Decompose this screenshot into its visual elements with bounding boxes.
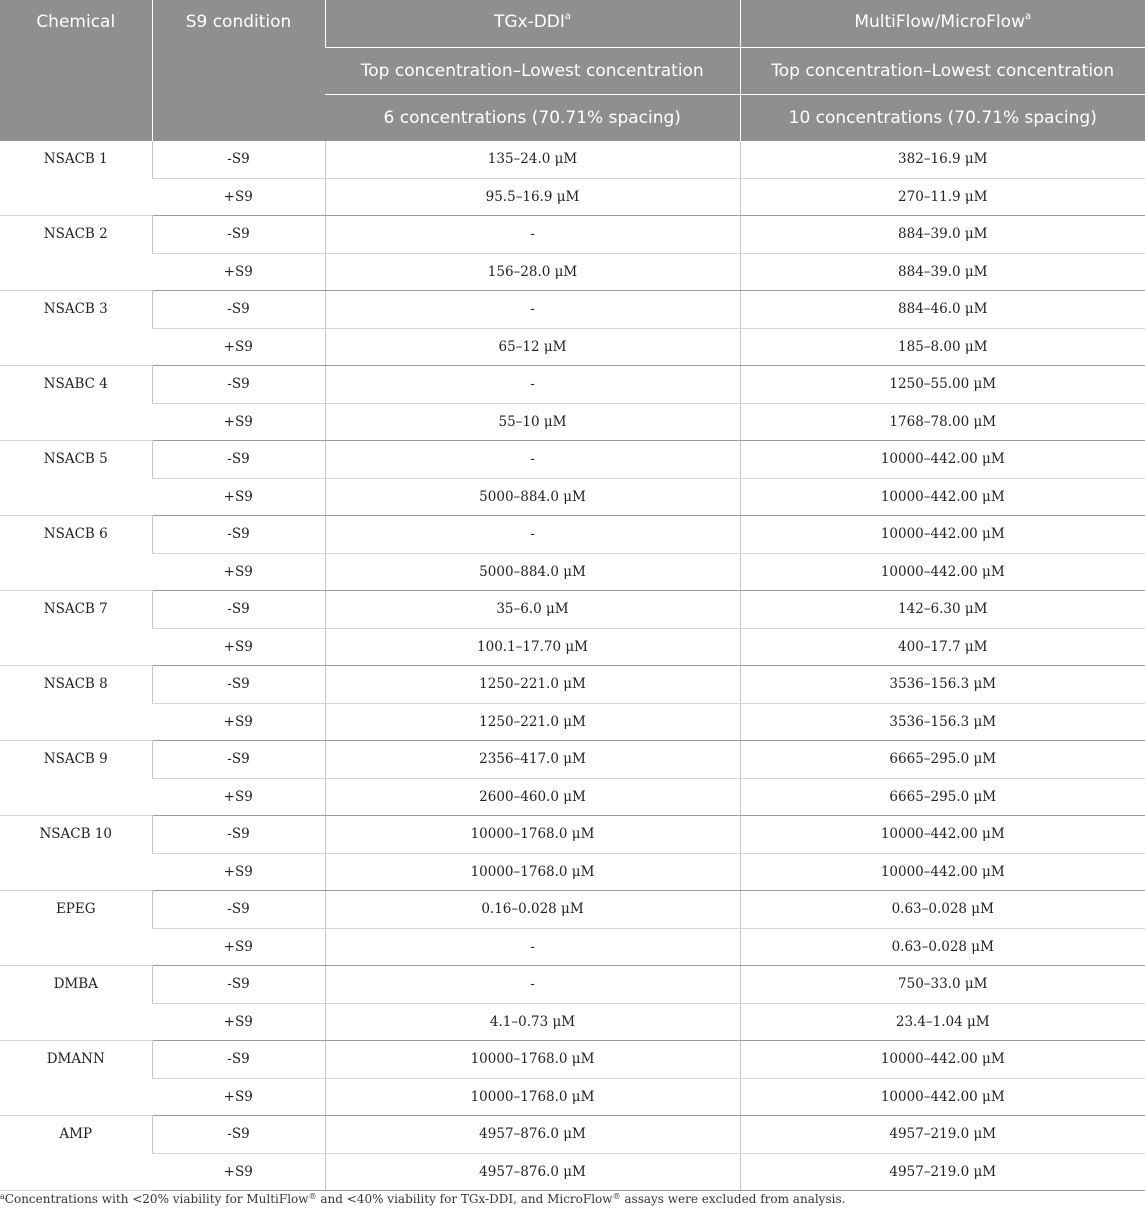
tgx-ddi-range-cell: -: [325, 441, 740, 479]
tgx-ddi-range-cell: 4.1–0.73 μM: [325, 1003, 740, 1041]
multiflow-range-cell: 10000–442.00 μM: [740, 553, 1145, 591]
multiflow-range-cell: 10000–442.00 μM: [740, 853, 1145, 891]
s9-condition-cell: -S9: [152, 891, 325, 929]
table-row: [0, 853, 1145, 891]
footnote-mark: a: [0, 1192, 5, 1201]
chemical-cell: EPEG: [0, 891, 152, 966]
header-tgx-ddi-label: TGx-DDI: [493, 12, 565, 32]
tgx-ddi-range-cell: -: [325, 216, 740, 254]
tgx-ddi-range-cell: 100.1–17.70 μM: [325, 628, 740, 666]
footnote-text-1: Concentrations with <20% viability for MultiFlow: [4, 1192, 309, 1206]
tgx-ddi-range-cell: -: [325, 928, 740, 966]
s9-condition-cell: +S9: [152, 703, 325, 741]
chemical-cell: NSACB 5: [0, 441, 152, 516]
tgx-ddi-range-cell: -: [325, 966, 740, 1004]
tgx-ddi-range-cell: 2600–460.0 μM: [325, 778, 740, 816]
s9-condition-cell: +S9: [152, 1153, 325, 1191]
header-s9-condition: S9 condition: [152, 0, 325, 141]
table-row: [0, 928, 1145, 966]
table-row: [0, 1078, 1145, 1116]
header-multiflow-concentrations: 10 concentrations (70.71% spacing): [740, 94, 1145, 141]
table-row: [0, 1116, 1145, 1154]
table-row: [0, 291, 1145, 329]
s9-condition-cell: +S9: [152, 628, 325, 666]
s9-condition-cell: -S9: [152, 1116, 325, 1154]
multiflow-range-cell: 884–46.0 μM: [740, 291, 1145, 329]
table-row: [0, 178, 1145, 216]
s9-condition-cell: -S9: [152, 291, 325, 329]
tgx-ddi-range-cell: -: [325, 516, 740, 554]
tgx-ddi-range-cell: 5000–884.0 μM: [325, 553, 740, 591]
chemical-cell: NSACB 6: [0, 516, 152, 591]
multiflow-range-cell: 1250–55.00 μM: [740, 366, 1145, 404]
multiflow-range-cell: 0.63–0.028 μM: [740, 891, 1145, 929]
chemical-cell: NSACB 10: [0, 816, 152, 891]
s9-condition-cell: -S9: [152, 966, 325, 1004]
tgx-ddi-range-cell: -: [325, 366, 740, 404]
chemical-cell: NSABC 4: [0, 366, 152, 441]
header-chemical: Chemical: [0, 0, 152, 141]
tgx-ddi-range-cell: 2356–417.0 μM: [325, 741, 740, 779]
footnote-registered-mark-2: ®: [612, 1192, 621, 1201]
header-tgx-ddi-footnote-mark: a: [564, 11, 572, 22]
chemical-cell: NSACB 7: [0, 591, 152, 666]
s9-condition-cell: +S9: [152, 1078, 325, 1116]
table-row: [0, 253, 1145, 291]
header-multiflow-label: MultiFlow/MicroFlow: [854, 12, 1025, 32]
chemical-cell: DMBA: [0, 966, 152, 1041]
multiflow-range-cell: 10000–442.00 μM: [740, 1041, 1145, 1079]
chemical-cell: NSACB 1: [0, 141, 152, 216]
tgx-ddi-range-cell: 10000–1768.0 μM: [325, 853, 740, 891]
s9-condition-cell: +S9: [152, 253, 325, 291]
multiflow-range-cell: 3536–156.3 μM: [740, 666, 1145, 704]
multiflow-range-cell: 750–33.0 μM: [740, 966, 1145, 1004]
chemical-cell: DMANN: [0, 1041, 152, 1116]
multiflow-range-cell: 4957–219.0 μM: [740, 1116, 1145, 1154]
multiflow-range-cell: 270–11.9 μM: [740, 178, 1145, 216]
tgx-ddi-range-cell: -: [325, 291, 740, 329]
tgx-ddi-range-cell: 10000–1768.0 μM: [325, 1078, 740, 1116]
table-row: [0, 141, 1145, 179]
chemical-cell: AMP: [0, 1116, 152, 1191]
s9-condition-cell: -S9: [152, 666, 325, 704]
header-tgx-ddi: [325, 0, 740, 47]
table-row: [0, 441, 1145, 479]
s9-condition-cell: +S9: [152, 778, 325, 816]
table-row: [0, 966, 1145, 1004]
multiflow-range-cell: 884–39.0 μM: [740, 216, 1145, 254]
multiflow-range-cell: 884–39.0 μM: [740, 253, 1145, 291]
tgx-ddi-range-cell: 135–24.0 μM: [325, 141, 740, 179]
multiflow-range-cell: 23.4–1.04 μM: [740, 1003, 1145, 1041]
s9-condition-cell: +S9: [152, 928, 325, 966]
s9-condition-cell: -S9: [152, 816, 325, 854]
footnote-text-2: and <40% viability for TGx-DDI, and MicroFlow: [316, 1192, 613, 1206]
s9-condition-cell: -S9: [152, 141, 325, 179]
footnote-text-3: assays were excluded from analysis.: [620, 1192, 846, 1206]
multiflow-range-cell: 0.63–0.028 μM: [740, 928, 1145, 966]
table-row: [0, 403, 1145, 441]
header-multiflow-range: Top concentration–Lowest concentration: [740, 47, 1145, 94]
s9-condition-cell: +S9: [152, 478, 325, 516]
s9-condition-cell: +S9: [152, 328, 325, 366]
tgx-ddi-range-cell: 55–10 μM: [325, 403, 740, 441]
s9-condition-cell: -S9: [152, 441, 325, 479]
chemical-cell: NSACB 3: [0, 291, 152, 366]
table-row: [0, 816, 1145, 854]
table-row: [0, 891, 1145, 929]
table-row: [0, 591, 1145, 629]
multiflow-range-cell: 10000–442.00 μM: [740, 516, 1145, 554]
header-tgx-range: Top concentration–Lowest concentration: [325, 47, 740, 94]
multiflow-range-cell: 6665–295.0 μM: [740, 741, 1145, 779]
tgx-ddi-range-cell: 10000–1768.0 μM: [325, 1041, 740, 1079]
table-row: [0, 1153, 1145, 1191]
table-row: [0, 666, 1145, 704]
multiflow-range-cell: 10000–442.00 μM: [740, 1078, 1145, 1116]
s9-condition-cell: -S9: [152, 366, 325, 404]
header-multiflow-footnote-mark: a: [1025, 11, 1032, 22]
table-row: [0, 1041, 1145, 1079]
multiflow-range-cell: 1768–78.00 μM: [740, 403, 1145, 441]
table-row: [0, 478, 1145, 516]
multiflow-range-cell: 142–6.30 μM: [740, 591, 1145, 629]
chemical-cell: NSACB 2: [0, 216, 152, 291]
multiflow-range-cell: 382–16.9 μM: [740, 141, 1145, 179]
table-row: [0, 741, 1145, 779]
table-body: [0, 141, 1145, 1191]
multiflow-range-cell: 185–8.00 μM: [740, 328, 1145, 366]
multiflow-range-cell: 10000–442.00 μM: [740, 478, 1145, 516]
tgx-ddi-range-cell: 65–12 μM: [325, 328, 740, 366]
footnote-registered-mark-1: ®: [308, 1192, 317, 1201]
tgx-ddi-range-cell: 156–28.0 μM: [325, 253, 740, 291]
s9-condition-cell: +S9: [152, 403, 325, 441]
tgx-ddi-range-cell: 35–6.0 μM: [325, 591, 740, 629]
multiflow-range-cell: 4957–219.0 μM: [740, 1153, 1145, 1191]
s9-condition-cell: +S9: [152, 853, 325, 891]
table-row: [0, 216, 1145, 254]
tgx-ddi-range-cell: 4957–876.0 μM: [325, 1153, 740, 1191]
s9-condition-cell: -S9: [152, 216, 325, 254]
s9-condition-cell: -S9: [152, 741, 325, 779]
multiflow-range-cell: 10000–442.00 μM: [740, 441, 1145, 479]
table-footnote: [0, 1192, 1145, 1206]
table-row: [0, 366, 1145, 404]
table-row: [0, 553, 1145, 591]
multiflow-range-cell: 400–17.7 μM: [740, 628, 1145, 666]
tgx-ddi-range-cell: 0.16–0.028 μM: [325, 891, 740, 929]
header-multiflow: [740, 0, 1145, 47]
s9-condition-cell: +S9: [152, 553, 325, 591]
tgx-ddi-range-cell: 10000–1768.0 μM: [325, 816, 740, 854]
table-row: [0, 328, 1145, 366]
tgx-ddi-range-cell: 4957–876.0 μM: [325, 1116, 740, 1154]
table-row: [0, 516, 1145, 554]
s9-condition-cell: +S9: [152, 178, 325, 216]
multiflow-range-cell: 6665–295.0 μM: [740, 778, 1145, 816]
multiflow-range-cell: 10000–442.00 μM: [740, 816, 1145, 854]
multiflow-range-cell: 3536–156.3 μM: [740, 703, 1145, 741]
s9-condition-cell: -S9: [152, 591, 325, 629]
table-row: [0, 628, 1145, 666]
s9-condition-cell: -S9: [152, 1041, 325, 1079]
header-tgx-concentrations: 6 concentrations (70.71% spacing): [325, 94, 740, 141]
table-row: [0, 778, 1145, 816]
tgx-ddi-range-cell: 1250–221.0 μM: [325, 666, 740, 704]
chemical-cell: NSACB 8: [0, 666, 152, 741]
tgx-ddi-range-cell: 95.5–16.9 μM: [325, 178, 740, 216]
s9-condition-cell: -S9: [152, 516, 325, 554]
table-row: [0, 703, 1145, 741]
chemical-cell: NSACB 9: [0, 741, 152, 816]
table-row: [0, 1003, 1145, 1041]
tgx-ddi-range-cell: 5000–884.0 μM: [325, 478, 740, 516]
s9-condition-cell: +S9: [152, 1003, 325, 1041]
table-header: [0, 0, 1145, 141]
tgx-ddi-range-cell: 1250–221.0 μM: [325, 703, 740, 741]
